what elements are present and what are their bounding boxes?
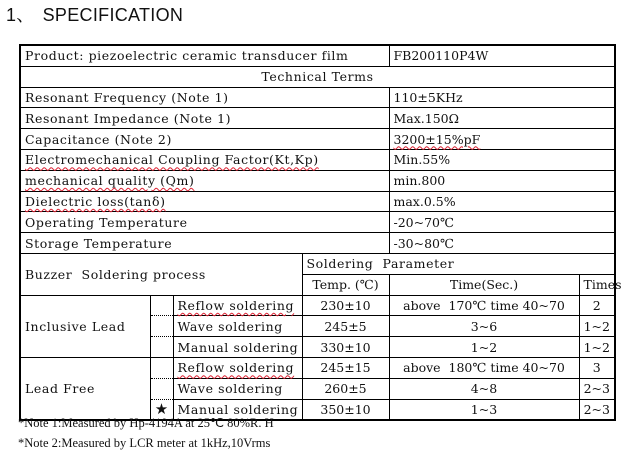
star-icon: ★ <box>150 399 173 420</box>
spec-row <box>20 87 615 108</box>
soldering-row <box>20 295 615 316</box>
soldering-temp: 245±15 <box>302 357 389 378</box>
time-header: Time(Sec.) <box>389 274 579 295</box>
spec-value: -30~80℃ <box>389 233 615 254</box>
technical-terms-heading: Technical Terms <box>20 66 615 87</box>
product-row <box>20 45 615 66</box>
soldering-method: Manual soldering <box>173 399 302 420</box>
soldering-time: 1~3 <box>389 399 579 420</box>
section-title: SPECIFICATION <box>42 5 184 25</box>
times-header: Times <box>579 274 615 295</box>
soldering-group-name: Lead Free <box>20 357 150 420</box>
spec-row <box>20 129 615 150</box>
spec-name: Resonant Frequency (Note 1) <box>20 87 389 108</box>
soldering-time: 1~2 <box>389 337 579 358</box>
product-model: FB200110P4W <box>389 45 615 66</box>
spec-value <box>389 129 615 150</box>
soldering-parameter-label: Soldering Parameter <box>302 253 615 274</box>
section-number: 1、 <box>6 5 35 25</box>
soldering-times: 1~2 <box>579 316 615 337</box>
soldering-method: Wave soldering <box>173 378 302 399</box>
soldering-method: Wave soldering <box>173 316 302 337</box>
soldering-times: 2 <box>579 295 615 316</box>
soldering-method: Manual soldering <box>173 337 302 358</box>
soldering-times: 2~3 <box>579 399 615 420</box>
spec-name-text: Dielectric loss(tanδ) <box>25 193 166 209</box>
specification-table <box>19 44 622 421</box>
soldering-times: 1~2 <box>579 337 615 358</box>
soldering-method-text: Reflow soldering <box>177 297 295 313</box>
technical-terms-row <box>20 66 615 87</box>
spec-name: Capacitance (Note 2) <box>20 129 389 150</box>
spec-row <box>20 191 615 212</box>
spec-name: Resonant Impedance (Note 1) <box>20 108 389 129</box>
soldering-time: above 180℃ time 40~70 <box>389 357 579 378</box>
marker-cell <box>150 316 173 337</box>
spec-row <box>20 212 615 233</box>
soldering-time: above 170℃ time 40~70 <box>389 295 579 316</box>
spec-row <box>20 149 615 170</box>
spec-row <box>20 170 615 191</box>
spec-name <box>20 170 389 191</box>
spec-value: Min.55% <box>389 149 615 170</box>
spec-name <box>20 191 389 212</box>
marker-cell <box>150 357 173 378</box>
spec-name-text: mechanical quality (Qm) <box>25 173 195 189</box>
soldering-row <box>20 357 615 378</box>
spec-value: Max.150Ω <box>389 108 615 129</box>
marker-cell <box>150 337 173 358</box>
soldering-time: 3~6 <box>389 316 579 337</box>
spec-value: min.800 <box>389 170 615 191</box>
section-heading <box>6 1 183 27</box>
soldering-temp: 330±10 <box>302 337 389 358</box>
marker-cell <box>150 295 173 316</box>
spec-name <box>20 149 389 170</box>
soldering-time: 4~8 <box>389 378 579 399</box>
soldering-group-name: Inclusive Lead <box>20 295 150 357</box>
soldering-times: 3 <box>579 357 615 378</box>
spec-value: -20~70℃ <box>389 212 615 233</box>
soldering-temp: 230±10 <box>302 295 389 316</box>
note-1: *Note 1:Measured by Hp-4194A at 25℃ 80%R. H <box>18 416 274 430</box>
spec-value: max.0.5% <box>389 191 615 212</box>
soldering-method <box>173 295 302 316</box>
spec-row <box>20 233 615 254</box>
soldering-process-label: Buzzer Soldering process <box>20 253 302 295</box>
temp-header: Temp. (℃) <box>302 274 389 295</box>
spec-value-text: 3200±15%pF <box>393 131 481 147</box>
spec-value: 110±5KHz <box>389 87 615 108</box>
spec-name: Operating Temperature <box>20 212 389 233</box>
soldering-temp: 350±10 <box>302 399 389 420</box>
product-label: Product: piezoelectric ceramic transducer film <box>20 45 389 66</box>
note-2: *Note 2:Measured by LCR meter at 1kHz,10Vrms <box>18 436 271 450</box>
soldering-header-row <box>20 253 615 274</box>
spec-name: Storage Temperature <box>20 233 389 254</box>
soldering-temp: 260±5 <box>302 378 389 399</box>
spec-name-text: Electromechanical Coupling Factor(Kt,Kp) <box>25 152 319 168</box>
soldering-method-text: Reflow soldering <box>177 360 295 376</box>
soldering-method <box>173 357 302 378</box>
spec-row <box>20 108 615 129</box>
soldering-times: 2~3 <box>579 378 615 399</box>
marker-cell <box>150 378 173 399</box>
soldering-temp: 245±5 <box>302 316 389 337</box>
